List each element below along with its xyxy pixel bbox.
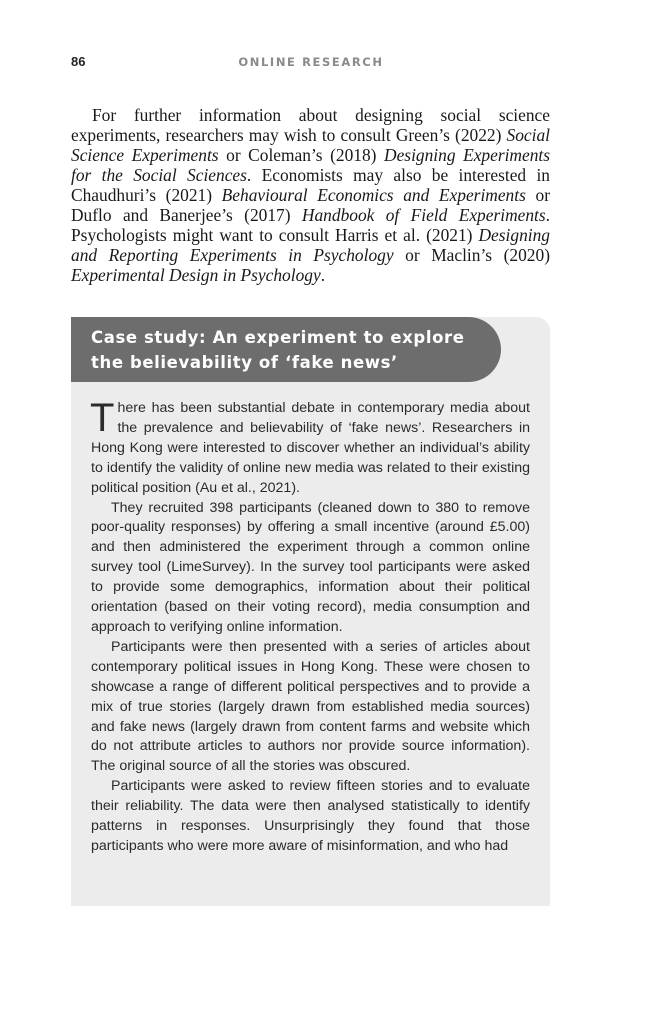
book-title: Designing and Reporting Experiments in Psychology [71,225,550,265]
case-study-body [90,396,530,857]
book-title: Handbook of Field Experiments [301,205,546,225]
intro-text: . Psychologists might want to consult Harris et al. (2021) [71,205,550,245]
case-paragraph-3: Participants were then presented with a series of articles about contemporary political issues in Hong Kong. These were chosen to showcase a range of different political perspectives and to provide a mix of true stories (largely drawn from established media sources) and fake news (largely drawn from content farms and website which do not attribute articles to authors nor provide source information). The original source of all the stories was obscured. [91,638,530,775]
intro-text: or Maclin’s (2020) [393,245,550,265]
book-title: Behavioural Economics and Experiments [221,185,526,205]
case-study-box [71,317,550,906]
intro-text: For further information about designing social science experiments, researchers may wish to consult Green’s (2022) [71,105,550,145]
book-title: Designing Experiments for the Social Sciences [71,145,550,185]
case-paragraph-4: Participants were asked to review fifteen stories and to evaluate their reliability. The data were then analysed statistically to identify patterns in responses. Unsurprisingly they found that those participants who were more aware of misinformation, and who had [91,778,530,854]
case-study-title-line-1: Case study: An experiment to explore [91,328,465,347]
drop-cap: T [90,396,115,440]
intro-text: or Coleman’s (2018) [218,145,385,165]
case-paragraph-1 [90,396,530,499]
intro-text: . Economists may also be interested in Chaudhuri’s (2021) [71,165,550,205]
case-paragraph-1-text: here has been substantial debate in contemporary media about the prevalence and believability of ‘fake news’. Researchers in Hong Kong were interested to discover whether an individual’s ability to identify the validity of online new media was related to their existing political position (Au et al., 2021). [91,400,530,496]
book-title: Experimental Design in Psychology [71,265,321,285]
intro-text: . [320,265,326,285]
case-paragraph-2: They recruited 398 participants (cleaned down to 380 to remove poor-quality responses) by offering a small incentive (around £5.00) and then administered the experiment through a common online survey tool (LimeSurvey). In the survey tool participants were asked to provide some demographics, information about their political orientation (based on their voting record), media consumption and approach to verifying online information. [91,499,530,635]
case-study-banner [71,317,501,382]
intro-paragraph [71,105,550,285]
intro-text: or Duflo and Banerjee’s (2017) [71,185,550,225]
running-head: ONLINE RESEARCH [238,55,384,69]
page-number: 86 [71,54,86,69]
case-study-title-line-2: the believability of ‘fake news’ [91,353,398,372]
book-title: Social Science Experiments [71,125,550,165]
